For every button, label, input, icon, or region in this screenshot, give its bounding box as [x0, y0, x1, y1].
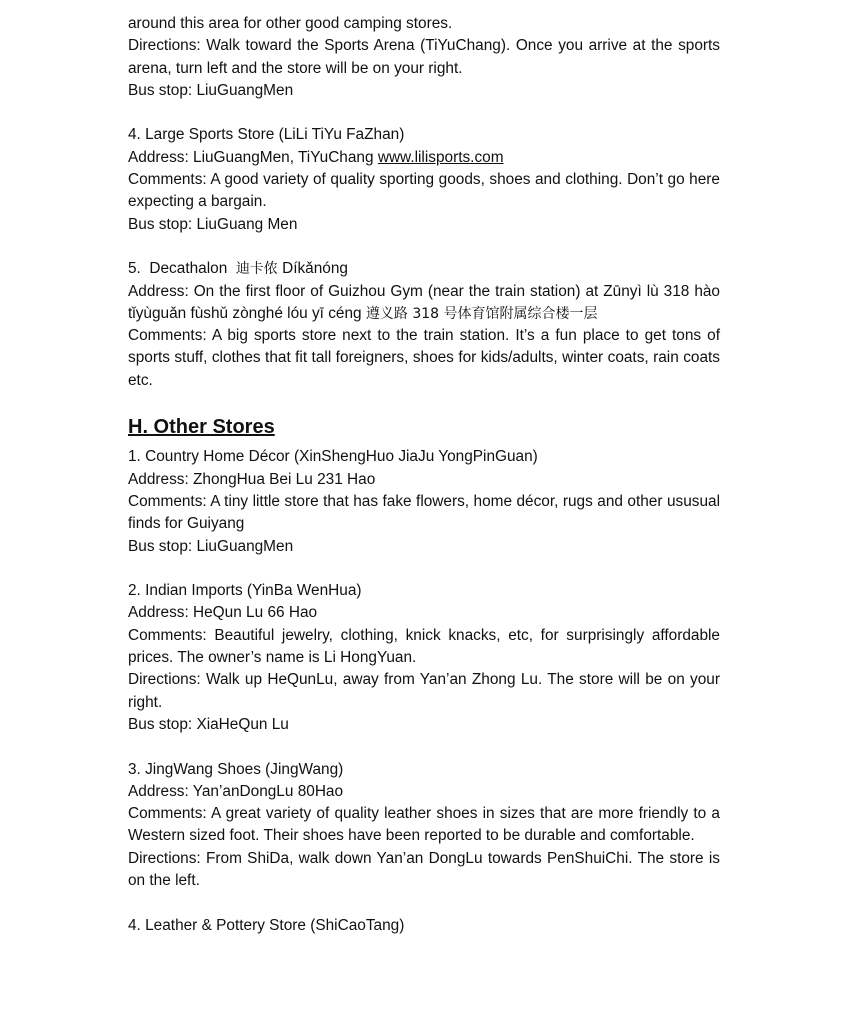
entry-title: 3. JingWang Shoes (JingWang): [128, 760, 344, 778]
entry-title: 1. Country Home Décor (XinShengHuo JiaJu YongPinGuan): [128, 448, 538, 466]
bus-stop-text: Bus stop: XiaHeQun Lu: [128, 715, 289, 733]
address-text: [128, 147, 720, 169]
directions-text: Directions: Walk toward the Sports Arena (TiYuChang). Once you arrive at the sports arena, turn left and the store will be on your right.: [128, 37, 720, 77]
entry-title: [128, 258, 720, 280]
directions-text: Directions: From ShiDa, walk down Yan’an DongLu towards PenShuiChi. The store is on the left.: [128, 849, 720, 889]
entry-title-chinese: 迪卡侬: [235, 261, 278, 278]
entry-title: 4. Large Sports Store (LiLi TiYu FaZhan): [128, 126, 405, 144]
comments-text: Comments: A big sports store next to the train station. It’s a fun place to get tons of sports stuff, clothes that fit tall foreigners, shoes for kids/adults, winter coats, rain coats etc.: [128, 327, 720, 389]
store-entry: [128, 759, 720, 893]
address-text: [128, 281, 720, 326]
address-text: Address: HeQun Lu 66 Hao: [128, 604, 318, 622]
directions-text: Directions: Walk up HeQunLu, away from Yan’an Zhong Lu. The store will be on your right.: [128, 671, 720, 711]
store-entry: [128, 915, 720, 937]
store-entry: [128, 580, 720, 736]
address-text: Address: Yan’anDongLu 80Hao: [128, 782, 344, 800]
comments-text: Comments: A great variety of quality leather shoes in sizes that are more friendly to a Western sized foot. Their shoes have been reported to be durable and comfortable.: [128, 805, 720, 845]
comments-text: Comments: A tiny little store that has fake flowers, home décor, rugs and other ususual finds for Guiyang: [128, 492, 720, 533]
sports-store-entry: [128, 124, 720, 235]
entry-title: 2. Indian Imports (YinBa WenHua): [128, 582, 362, 600]
address-label: Address: LiuGuangMen, TiYuChang: [128, 148, 378, 166]
address-pinyin: Address: On the first floor of Guizhou Gym (near the train station) at Zūnyì lù 318 hào tǐyùguǎn fùshǔ zònghé lóu yī céng: [128, 282, 720, 322]
entry-title-text: 5. Decathalon: [128, 260, 236, 278]
comments-text: Comments: A good variety of quality sporting goods, shoes and clothing. Don’t go here expecting a bargain.: [128, 171, 720, 211]
section-heading: H. Other Stores: [128, 416, 275, 439]
address-text: Address: ZhongHua Bei Lu 231 Hao: [128, 470, 376, 488]
website-link[interactable]: www.lilisports.com: [377, 148, 504, 166]
bus-stop-text: Bus stop: LiuGuang Men: [128, 215, 298, 233]
body-text: around this area for other good camping stores.: [128, 15, 453, 32]
entry-continuation: [128, 13, 720, 102]
address-chinese: 遵义路 318 号体育馆附属综合楼一层: [365, 305, 598, 322]
sports-store-entry: [128, 258, 720, 392]
store-entry: [128, 446, 720, 557]
comments-text: Comments: Beautiful jewelry, clothing, knick knacks, etc, for surprisingly affordable prices. The owner’s name is Li HongYuan.: [128, 626, 720, 667]
entry-title-pinyin: Díkǎnóng: [277, 260, 348, 278]
bus-stop-text: Bus stop: LiuGuangMen: [128, 537, 294, 555]
entry-title: 4. Leather & Pottery Store (ShiCaoTang): [128, 916, 405, 934]
bus-stop-text: Bus stop: LiuGuangMen: [128, 81, 294, 99]
document-page: [128, 13, 720, 959]
